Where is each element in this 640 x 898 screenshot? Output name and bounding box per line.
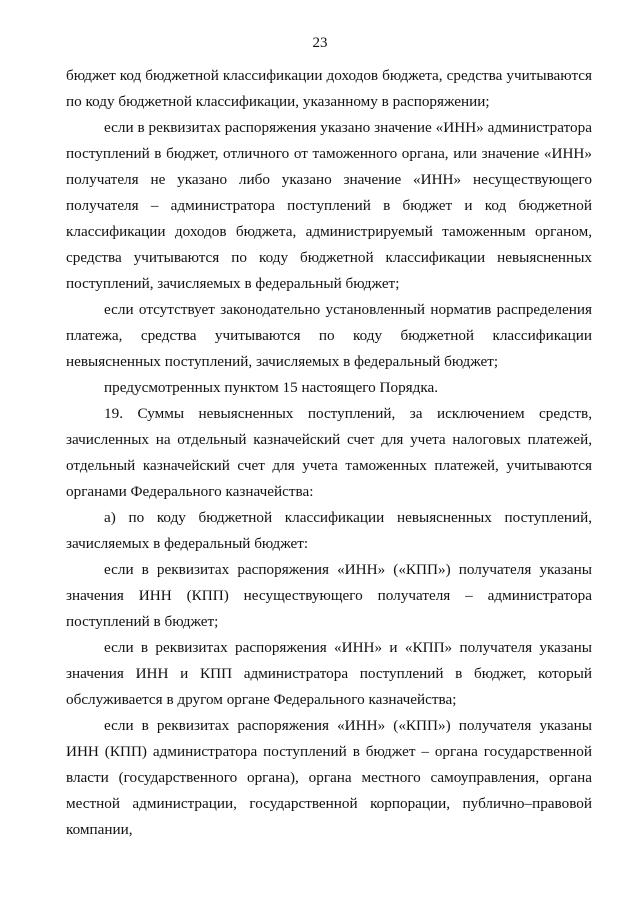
paragraph-nonexistent-recipient: если в реквизитах распоряжения «ИНН» («КПП») получателя указаны значения ИНН (КПП) несуществующего получателя – администратора поступлений в бюджет;	[66, 561, 592, 630]
paragraph-item-15: предусмотренных пунктом 15 настоящего Порядка.	[104, 379, 439, 396]
paragraph-subitem-a: а) по коду бюджетной классификации невыясненных поступлений, зачисляемых в федеральный бюджет:	[66, 509, 592, 552]
paragraph-section-19: 19. Суммы невыясненных поступлений, за исключением средств, зачисленных на отдельный казначейский счет для учета налоговых платежей, отдельный казначейский счет для учета таможенных платежей, учитываются органами Федерального казначейства:	[66, 405, 592, 500]
page-number: 23	[312, 35, 328, 51]
document-body	[66, 63, 592, 843]
paragraph-continuation: бюджет код бюджетной классификации доходов бюджета, средства учитываются по коду бюджетной классификации, указанному в распоряжении;	[66, 67, 592, 110]
paragraph-no-norm: если отсутствует законодательно установленный норматив распределения платежа, средства учитываются по коду бюджетной классификации невыясненных поступлений, зачисляемых в федеральный бюджет;	[66, 301, 592, 370]
paragraph-inn-admin: если в реквизитах распоряжения указано значение «ИНН» администратора поступлений в бюджет, отличного от таможенного органа, или значение «ИНН» получателя не указано либо указано значение «ИНН» несуществующего получателя – администратора поступлений в бюджет и код бюджетной классификации доходов бюджета, администрируемый таможенным органом, средства учитываются по коду бюджетной классификации невыясненных поступлений, зачисляемых в федеральный бюджет;	[66, 119, 592, 292]
paragraph-state-body: если в реквизитах распоряжения «ИНН» («КПП») получателя указаны ИНН (КПП) администратора поступлений в бюджет – органа государственной власти (государственного органа), органа местного самоуправления, органа местной администрации, государственной корпорации, публично–правовой компании,	[66, 717, 592, 838]
paragraph-other-treasury: если в реквизитах распоряжения «ИНН» и «КПП» получателя указаны значения ИНН и КПП администратора поступлений в бюджет, который обслуживается в другом органе Федерального казначейства;	[66, 639, 592, 708]
